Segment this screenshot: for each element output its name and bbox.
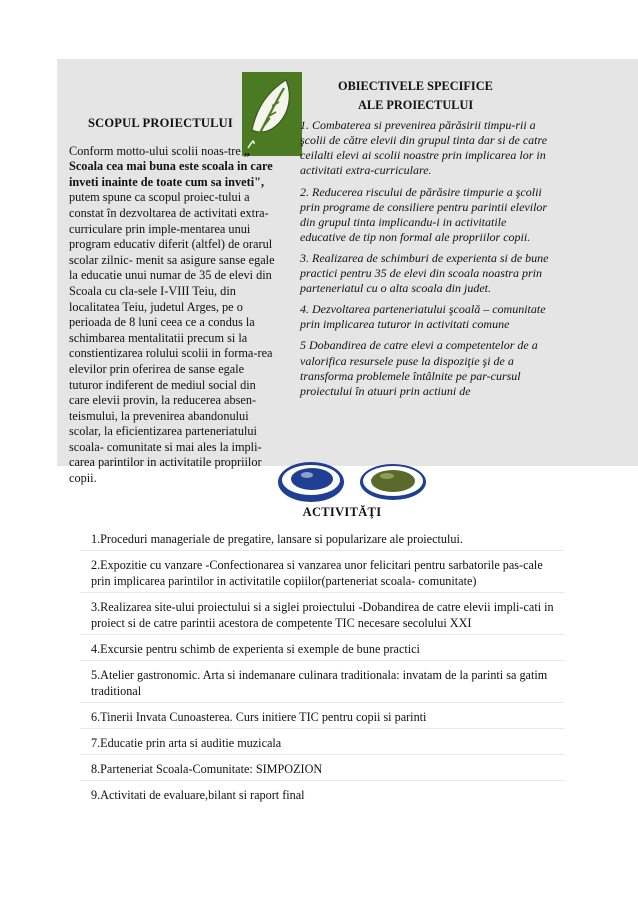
activity-item: 4.Excursie pentru schimb de experienta si exemple de bune practici — [80, 635, 564, 661]
activity-item: 7.Educatie prin arta si auditie muzicala — [80, 729, 564, 755]
activity-item: 6.Tinerii Invata Cunoasterea. Curs initiere TIC pentru copii si parinti — [80, 703, 564, 729]
scopul-section — [69, 116, 279, 487]
obiective-section — [300, 79, 550, 405]
obiective-subtitle: ALE PROIECTULUI — [358, 98, 474, 113]
blue-oval-icon — [278, 462, 344, 502]
decorative-ovals — [277, 460, 437, 510]
objective-item: 2. Reducerea riscului de părăsire timpurie a şcolii prin programe de consiliere pentru parintii elevilor din grupul tinta implicandu-i in activitatile educative de tip non formal ale propriilor copii. — [300, 184, 548, 244]
activity-item: 1.Proceduri manageriale de pregatire, lansare si popularizare ale proiectului. — [80, 521, 564, 551]
activity-item: 3.Realizarea site-ului proiectului si a siglei proiectului -Dobandirea de catre elevii impli-cati in proiect si de catre parintii acestora de competente TIC necesare secolului XXI — [80, 593, 564, 635]
objective-item: 1. Combaterea si prevenirea părăsirii timpu-rii a şcolii de către elevii din grupul tinta dar si de catre ceilalti elevi ai scolii noastre prin implicarea lor in activitati extra-curriculare. — [300, 118, 548, 178]
activity-item: 8.Parteneriat Scoala-Comunitate: SIMPOZION — [80, 755, 564, 781]
scopul-intro: Conform motto-ului scolii noas-tre — [69, 143, 241, 158]
activitati-title-text: ACTIVITĂŢI — [302, 505, 382, 519]
olive-oval-icon — [360, 464, 426, 500]
scopul-title: SCOPUL PROIECTULUI — [88, 116, 233, 130]
objective-item: 5 Dobandirea de catre elevi a competentelor de a valorifica resursele puse la dispoziţie şi de a transforma problemele întâlnite pe par-cursul proiectului în atuuri prin actiuni de — [300, 338, 538, 398]
objective-item: 3. Realizarea de schimburi de experienta si de bune practici pentru 35 de elevi din scoala noastra prin parteneriatul cu o alta scoala din judet. — [300, 250, 549, 296]
scopul-motto: „ Scoala cea mai buna este scoala in care inveti inainte de toate cum sa inveti", — [69, 143, 273, 189]
activitati-list — [80, 521, 564, 807]
activity-item: 9.Activitati de evaluare,bilant si raport final — [91, 788, 305, 802]
scopul-body: putem spune ca scopul proiec-tului a constat în dezvoltarea de activitati extra-curriculare prin imple-mentarea unui program educativ diferit (altfel) de orarul scolar zilnic- menit sa asigure sanse egale la educatie unui numar de 35 de elevi din Scoala cu cla-sele I-VIII Teiu, din localitatea Teiu, judetul Arges, pe o perioada de 8 luni ceea ce a condus la schimbarea mentalitatii precum si la constientizarea rolului scolii in forma-rea elevilor prin oferirea de sanse egale tuturor indiferent de mediul social din care elevii provin, la reducerea absen-teismului, la prevenirea abandonului scolar, la eficientizarea parteneriatului scoala- comunitate si mai ales la impli-carea parintilor in activitatile propriilor copii. — [69, 190, 275, 486]
activity-item: 2.Expozitie cu vanzare -Confectionarea si vanzarea unor felicitari pentru sarbatorile pas-cale prin implicarea parintilor in activitatile copiilor(parteneriat scoala- comunitate) — [80, 551, 564, 593]
scopul-text — [69, 144, 279, 487]
obiective-title: OBIECTIVELE SPECIFICE — [338, 79, 493, 93]
activity-item: 5.Atelier gastronomic. Arta si indemanare culinara traditionala: invatam de la parinti sa gatim traditional — [80, 661, 564, 703]
activitati-title — [0, 505, 638, 520]
objective-item: 4. Dezvoltarea parteneriatului şcoală – comunitate prin implicarea tuturor in activitati comune — [300, 302, 546, 332]
